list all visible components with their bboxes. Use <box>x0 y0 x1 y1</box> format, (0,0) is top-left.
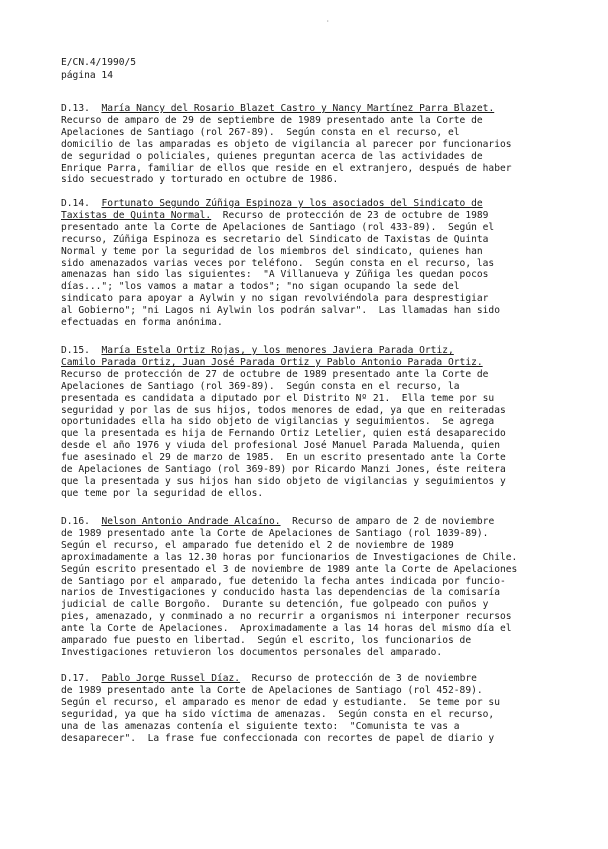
entry-name: María Estela Ortiz Rojas, y los menores Javiera Parada Ortiz, <box>101 345 454 356</box>
entry-d13 <box>61 103 551 186</box>
entry-line: Según el recurso, el amparado fue detenido el 2 de noviembre de 1989 <box>61 539 454 551</box>
entry-name: Camilo Parada Ortiz, Juan José Parada Ortiz y Pablo Antonio Parada Ortiz. <box>61 356 483 368</box>
entry-line: judicial de calle Borgoño. Durante su detención, fue golpeado con puños y <box>61 599 489 611</box>
entry-name: María Nancy del Rosario Blazet Castro y Nancy Martínez Parra Blazet. <box>101 103 495 114</box>
entry-line: Apelaciones de Santiago (rol 267-89). Según consta en el recurso, el <box>61 126 460 138</box>
entry-d17 <box>61 673 551 744</box>
entry-id: D.13. <box>61 103 90 114</box>
entry-name: Fortunato Segundo Zúñiga Espinoza y los asociados del Sindicato de <box>101 198 483 209</box>
entry-line: Recurso de amparo de 29 de septiembre de 1989 presentado ante la Corte de <box>61 114 483 126</box>
entry-line: efectuadas en forma anónima. <box>61 317 223 329</box>
entry-line: ante la Corte de Apelaciones. Aproximadamente a las 14 horas del mismo día el <box>61 623 512 635</box>
entry-line: recurso, Zúñiga Espinoza es secretario del Sindicato de Taxistas de Quinta <box>61 233 489 245</box>
entry-name-tail: Recurso de protección de 3 de noviembre <box>240 673 477 684</box>
entry-line: una de las amenazas contenía el siguiente texto: "Comunista te vas a <box>61 720 460 732</box>
entry-line: al Gobierno"; "ni Lagos ni Aylwin los podrán salvar". Las llamadas han sido <box>61 305 500 317</box>
entry-name: Pablo Jorge Russel Díaz. <box>101 673 241 684</box>
entry-d14 <box>61 198 551 329</box>
document-header <box>61 57 136 82</box>
entry-line: aproximadamente a las 12.30 horas por funcionarios de Investigaciones de Chile. <box>61 551 518 563</box>
entry-line: días..."; "los vamos a matar a todos"; "no sigan ocupando la sede del <box>61 281 460 293</box>
entry-line: Según escrito presentado el 3 de noviembre de 1989 ante la Corte de Apelaciones <box>61 563 518 575</box>
entry-line: Recurso de protección de 27 de octubre de 1989 presentado ante la Corte de <box>61 368 489 380</box>
entry-id: D.15. <box>61 345 90 356</box>
document-reference: E/CN.4/1990/5 <box>61 57 137 68</box>
entry-line: desaparecer". La frase fue confeccionada con recortes de papel de diario y <box>61 732 495 744</box>
entry-line: amenazas han sido las siguientes: "A Villanueva y Zúñiga les quedan pocos <box>61 269 489 281</box>
entry-line: que la presentada y sus hijos han sido objeto de vigilancias y seguimientos y <box>61 475 506 487</box>
entry-line: pies, amenazado, y conminado a no recurrir a organismos ni interponer recursos <box>61 611 512 623</box>
entry-id: D.16. <box>61 516 90 527</box>
entry-line: narios de Investigaciones y conducido hasta las dependencias de la comisaría <box>61 587 500 599</box>
entry-line: Investigaciones retuvieron los documentos personales del amparado. <box>61 646 443 658</box>
entry-name: Nelson Antonio Andrade Alcaíno. <box>101 516 281 527</box>
entry-line: presentado ante la Corte de Apelaciones de Santiago (rol 433-89). Según el <box>61 221 495 233</box>
entry-id: D.17. <box>61 673 90 684</box>
entry-line: presentada es candidata a diputado por el Distrito Nº 21. Ella teme por su <box>61 392 495 404</box>
entry-id: D.14. <box>61 198 90 209</box>
entry-line: domicilio de las amparadas es objeto de vigilancia al parecer por funcionarios <box>61 138 512 150</box>
entry-name-tail: Recurso de amparo de 2 de noviembre <box>280 516 495 527</box>
entry-line: de 1989 presentado ante la Corte de Apelaciones de Santiago (rol 452-89). <box>61 684 483 696</box>
entry-line: fue asesinado el 29 de marzo de 1985. En un escrito presentado ante la Corte <box>61 452 506 464</box>
entry-name-tail: Recurso de protección de 23 de octubre de 1989 <box>211 209 489 221</box>
entry-line: que teme por la seguridad de ellos. <box>61 487 264 499</box>
entry-line: de Apelaciones de Santiago (rol 369-89) por Ricardo Manzi Jones, éste reitera <box>61 464 506 476</box>
entry-line: de Santiago por el amparado, fue detenido la fecha antes indicada por funcio- <box>61 575 506 587</box>
entry-line: de seguridad o policiales, quienes preguntan acerca de las actividades de <box>61 150 483 162</box>
entry-name: Taxistas de Quinta Normal. <box>61 209 212 221</box>
entry-line: Enrique Parra, familiar de ellos que reside en el extranjero, después de haber <box>61 162 512 174</box>
entry-line: sido amenazados varias veces por teléfono. Según consta en el recurso, las <box>61 257 495 269</box>
entry-line: desde el año 1976 y viuda del profesional José Manuel Parada Maluenda, quien <box>61 440 500 452</box>
entry-line: amparado fue puesto en libertad. Según el escrito, los funcionarios de <box>61 635 472 647</box>
entry-d15 <box>61 345 551 500</box>
entry-line: seguridad, ya que ha sido víctima de amenazas. Según consta en el recurso, <box>61 708 495 720</box>
page-speck: · <box>326 18 330 25</box>
entry-line: Normal y teme por la seguridad de los miembros del sindicato, quienes han <box>61 245 483 257</box>
entry-line: seguridad y por las de sus hijos, todos menores de edad, ya que en reiteradas <box>61 404 506 416</box>
entry-line: de 1989 presentado ante la Corte de Apelaciones de Santiago (rol 1039-89). <box>61 527 489 539</box>
entry-line: Apelaciones de Santiago (rol 369-89). Según consta en el recurso, la <box>61 380 460 392</box>
page-number: página 14 <box>61 69 113 81</box>
entry-d16 <box>61 516 551 659</box>
entry-line: sido secuestrado y torturado en octubre de 1986. <box>61 174 339 186</box>
entry-line: Según el recurso, el amparado es menor de edad y estudiante. Se teme por su <box>61 696 500 708</box>
entry-line: que la presentada es hija de Fernando Ortiz Letelier, quien está desaparecido <box>61 428 506 440</box>
entry-line: sindicato para apoyar a Aylwin y no sigan revolviéndola para desprestigiar <box>61 293 489 305</box>
entry-line: oportunidades ella ha sido objeto de vigilancias y seguimientos. Se agrega <box>61 416 495 428</box>
